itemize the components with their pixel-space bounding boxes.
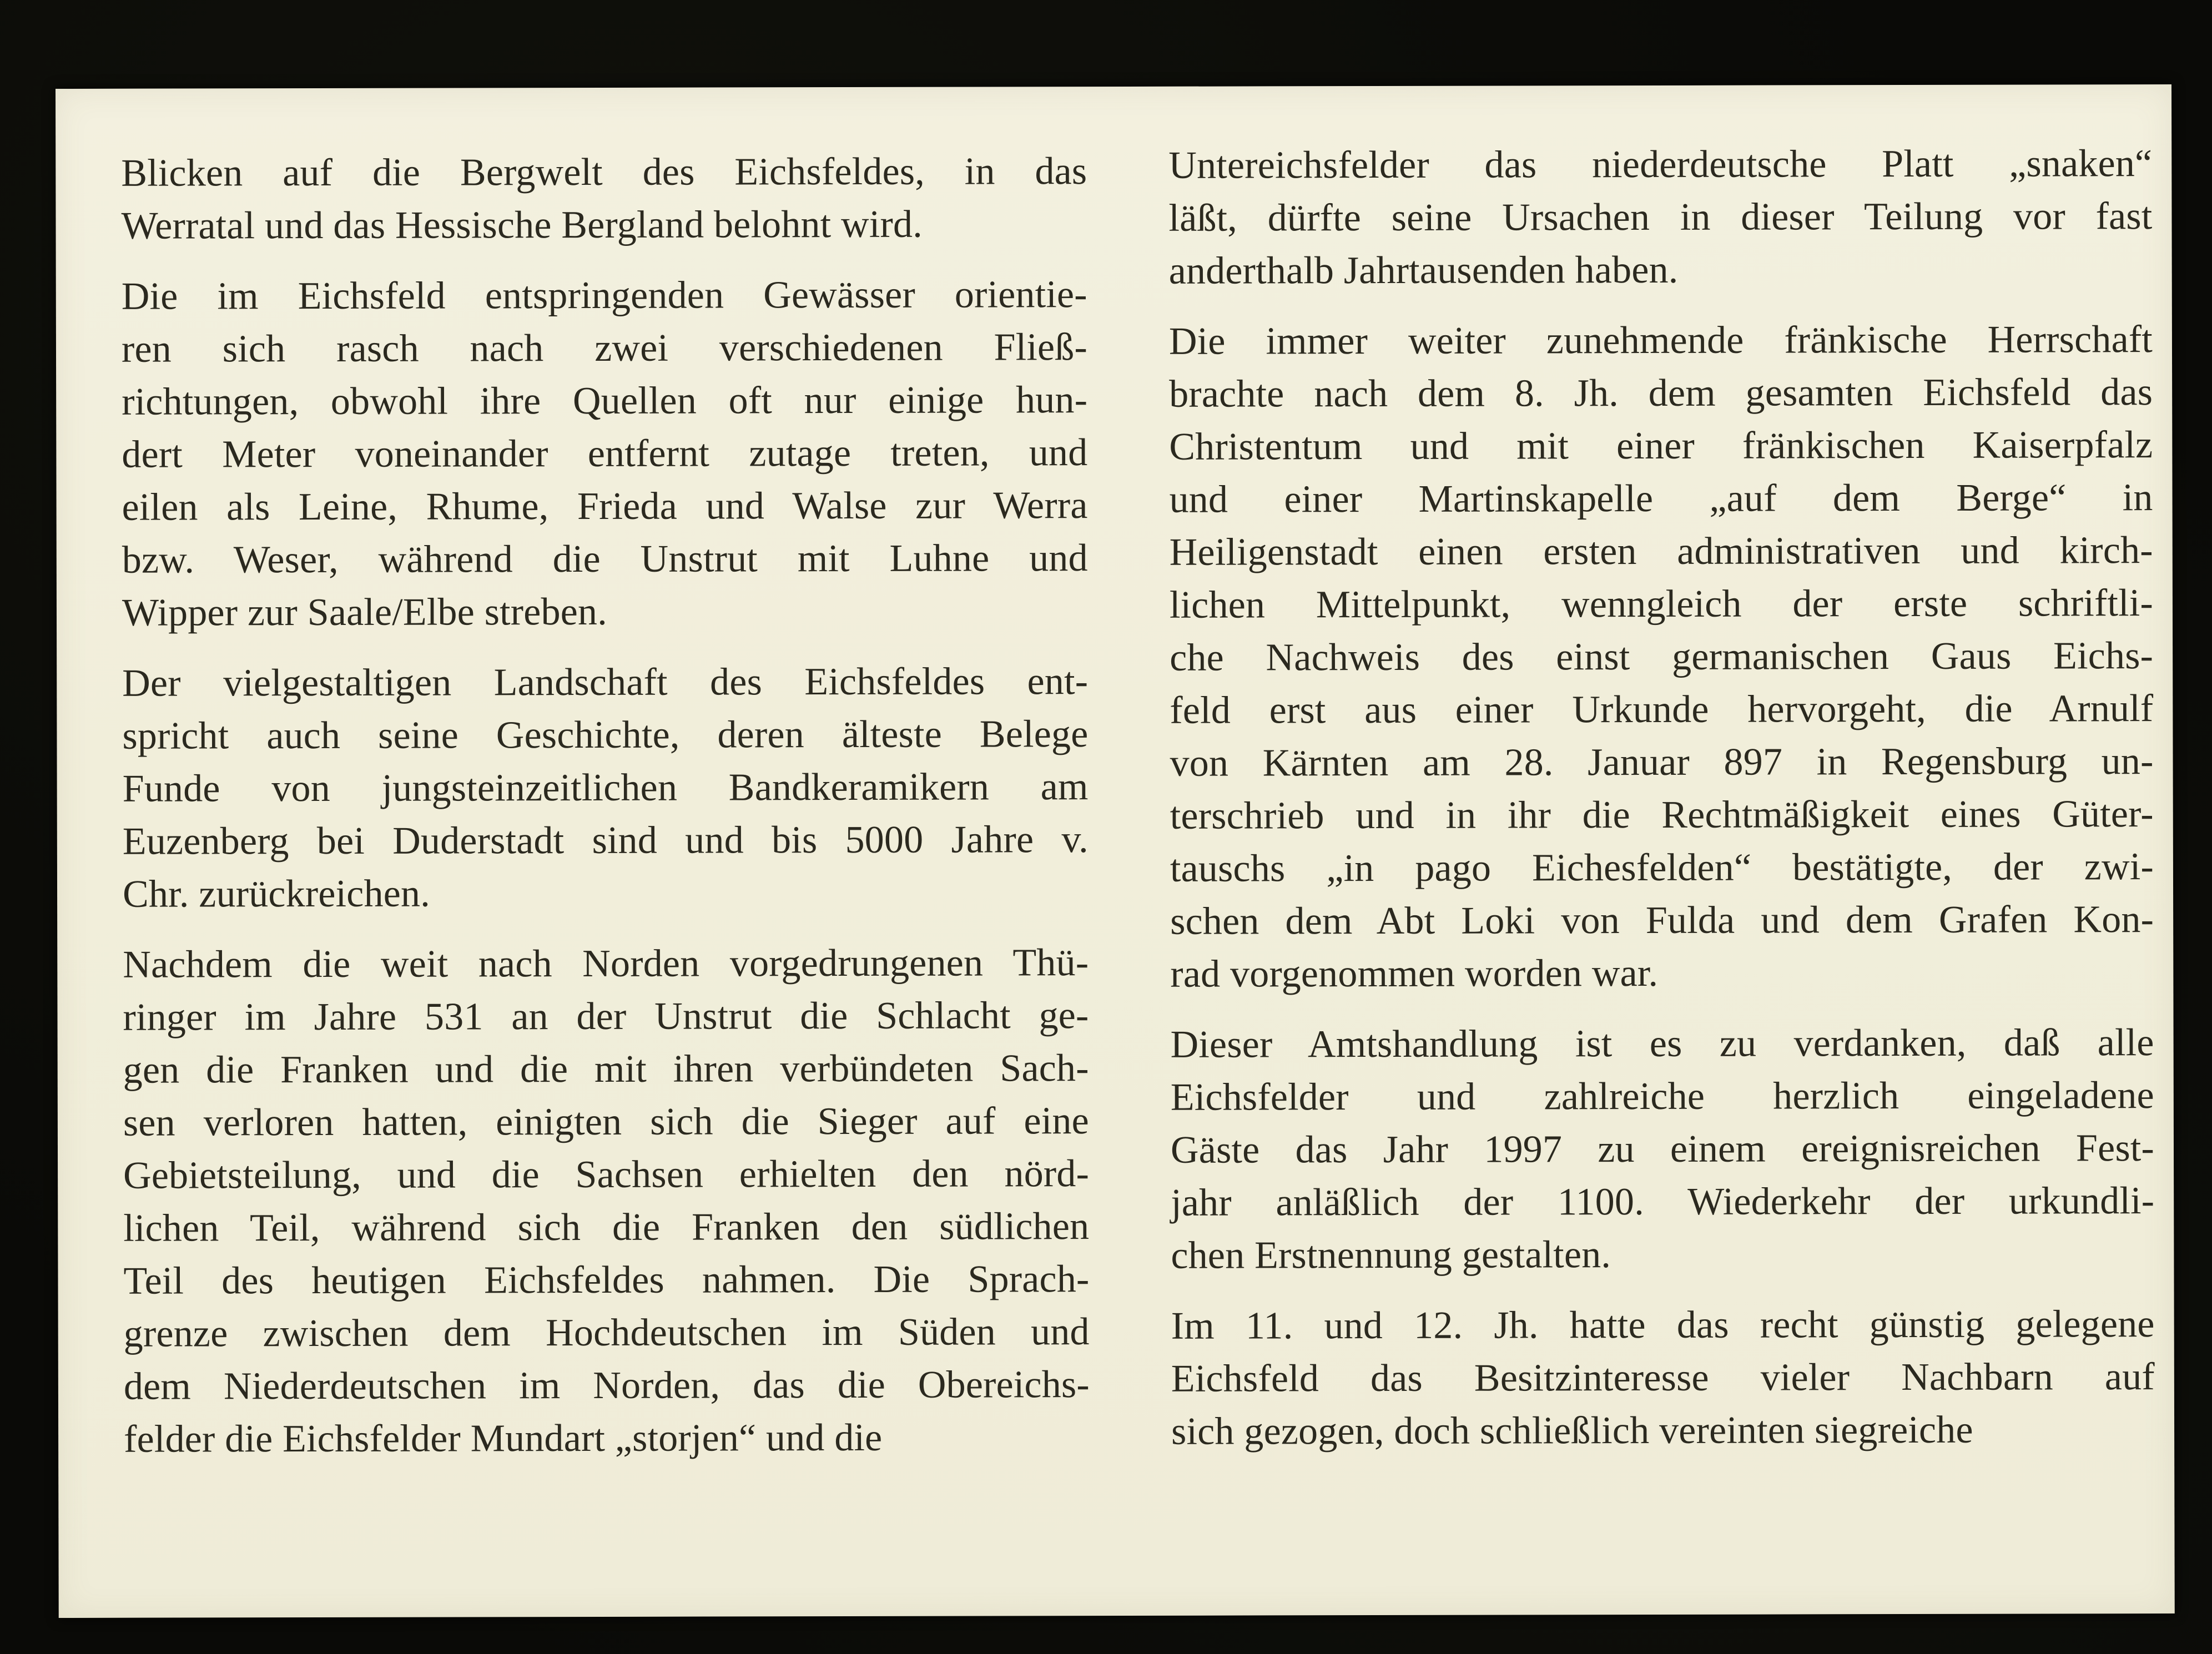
- text-line: Die im Eichsfeld entspringenden Gewässer orientie-: [121, 273, 1087, 318]
- text-line: Werratal und das Hessische Bergland belohnt wird.: [121, 203, 923, 248]
- text-line: richtungen, obwohl ihre Quellen oft nur einige hun-: [122, 379, 1088, 423]
- text-line: anderthalb Jahrtausenden haben.: [1168, 248, 1679, 293]
- text-line: schen dem Abt Loki von Fulda und dem Grafen Kon-: [1170, 898, 2154, 943]
- text-line: spricht auch seine Geschichte, deren älteste Belege: [122, 713, 1089, 758]
- paragraph: [1168, 137, 2153, 297]
- text-line: Nachdem die weit nach Norden vorgedrungenen Thü-: [123, 941, 1089, 986]
- text-line: sen verloren hatten, einigten sich die Sieger auf eine: [123, 1100, 1089, 1144]
- text-line: Funde von jungsteinzeitlichen Bandkeramikern am: [122, 765, 1089, 810]
- paragraph: [1171, 1016, 2155, 1282]
- text-line: läßt, dürfte seine Ursachen in dieser Teilung vor fast: [1168, 195, 2153, 240]
- text-line: Gäste das Jahr 1997 zu einem ereignisreichen Fest-: [1170, 1127, 2155, 1172]
- text-line: dem Niederdeutschen im Norden, das die Obereichs-: [123, 1363, 1090, 1408]
- text-line: lichen Mittelpunkt, wenngleich der erste schriftli-: [1169, 582, 2154, 627]
- text-line: Eichsfeld das Besitzinteresse vieler Nachbarn auf: [1171, 1355, 2155, 1400]
- text-line: Blicken auf die Bergwelt des Eichsfeldes, in das: [121, 150, 1087, 195]
- text-line: tauschs „in pago Eichesfelden“ bestätigte, der zwi-: [1170, 845, 2154, 890]
- text-line: Gebietsteilung, und die Sachsen erhielten den nörd-: [123, 1152, 1090, 1197]
- text-line: che Nachweis des einst germanischen Gaus Eichs-: [1170, 634, 2154, 679]
- paragraph: [122, 268, 1088, 639]
- paragraph: [122, 655, 1089, 921]
- text-line: von Kärnten am 28. Januar 897 in Regensburg un-: [1170, 740, 2154, 785]
- text-line: grenze zwischen dem Hochdeutschen im Süden und: [123, 1310, 1090, 1355]
- text-line: Heiligenstadt einen ersten administrativen und kirch-: [1169, 529, 2153, 574]
- text-line: dert Meter voneinander entfernt zutage treten, und: [122, 431, 1088, 476]
- text-line: jahr anläßlich der 1100. Wiederkehr der urkundli-: [1171, 1179, 2155, 1224]
- text-line: Die immer weiter zunehmende fränkische Herrschaft: [1168, 318, 2153, 363]
- text-line: Im 11. und 12. Jh. hatte das recht günstig gelegene: [1171, 1303, 2155, 1348]
- paragraph: [123, 936, 1090, 1466]
- text-column-right: [1168, 137, 2155, 1476]
- text-line: rad vorgenommen worden war.: [1170, 951, 1659, 996]
- text-line: ringer im Jahre 531 an der Unstrut die Schlacht ge-: [123, 994, 1089, 1039]
- text-line: Der vielgestaltigen Landschaft des Eichsfeldes ent-: [122, 660, 1089, 705]
- text-line: lichen Teil, während sich die Franken den südlichen: [123, 1205, 1090, 1250]
- text-line: Chr. zurückreichen.: [122, 872, 430, 916]
- paragraph: [1171, 1298, 2155, 1458]
- text-line: bzw. Weser, während die Unstrut mit Luhne und: [122, 537, 1088, 582]
- text-line: gen die Franken und die mit ihren verbündeten Sach-: [123, 1047, 1089, 1092]
- text-line: Untereichsfelder das niederdeutsche Platt „snaken“: [1168, 142, 2153, 187]
- text-column-left: [121, 145, 1090, 1484]
- text-line: feld erst aus einer Urkunde hervorgeht, die Arnulf: [1170, 687, 2154, 732]
- scanned-page: [56, 84, 2175, 1618]
- text-line: Euzenberg bei Duderstadt sind und bis 5000 Jahre v.: [122, 818, 1089, 863]
- text-line: eilen als Leine, Rhume, Frieda und Walse zur Werra: [122, 484, 1088, 529]
- paragraph: [1169, 313, 2154, 1001]
- text-line: brachte nach dem 8. Jh. dem gesamten Eichsfeld das: [1169, 371, 2153, 416]
- text-line: ren sich rasch nach zwei verschiedenen Fließ-: [121, 326, 1088, 371]
- text-line: sich gezogen, doch schließlich vereinten siegreiche: [1171, 1408, 1973, 1453]
- text-line: felder die Eichsfelder Mundart „storjen“ und die: [124, 1416, 883, 1461]
- text-line: Eichsfelder und zahlreiche herzlich eingeladene: [1170, 1074, 2154, 1119]
- text-line: und einer Martinskapelle „auf dem Berge“ in: [1169, 476, 2153, 521]
- paragraph: [121, 145, 1087, 253]
- text-line: chen Erstnennung gestalten.: [1171, 1233, 1611, 1277]
- text-line: Dieser Amtshandlung ist es zu verdanken, daß alle: [1170, 1021, 2154, 1066]
- text-line: Teil des heutigen Eichsfeldes nahmen. Die Sprach-: [123, 1258, 1090, 1303]
- text-line: Christentum und mit einer fränkischen Kaiserpfalz: [1169, 423, 2153, 468]
- text-line: Wipper zur Saale/Elbe streben.: [122, 590, 607, 634]
- text-line: terschrieb und in ihr die Rechtmäßigkeit eines Güter-: [1170, 793, 2154, 838]
